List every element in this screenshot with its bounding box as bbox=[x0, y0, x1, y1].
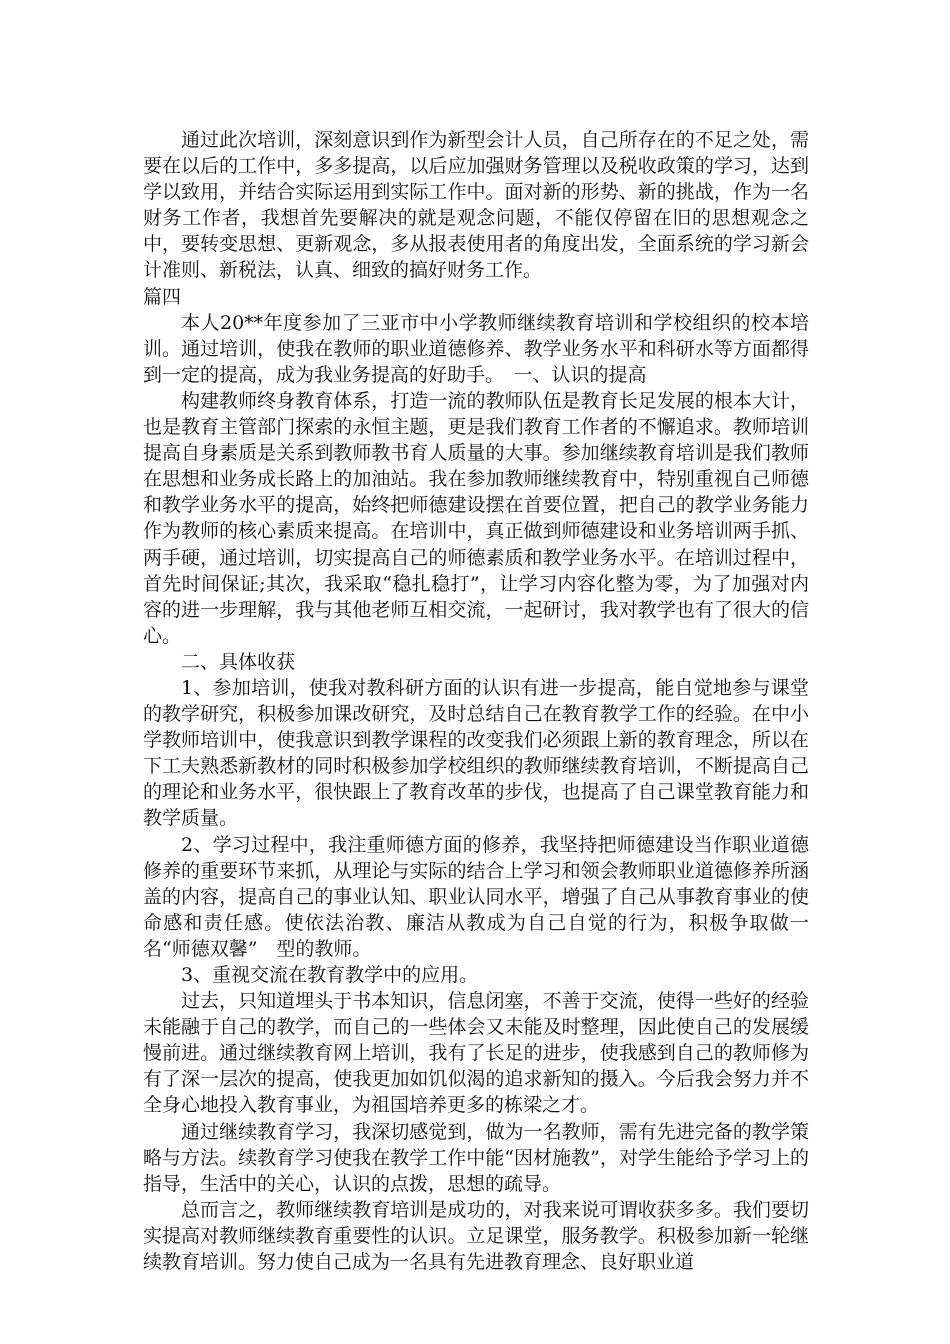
paragraph-6: 总而言之，教师继续教育培训是成功的，对我来说可谓收获多多。我们要切实提高对教师继续教育重要性的认识。立足课堂，服务教学。积极参加新一轮继续教育培训。努力使自己成为一名具有先进教育理念、良好职业道 bbox=[143, 1198, 809, 1274]
paragraph-3: 构建教师终身教育体系，打造一流的教师队伍是教育长足发展的根本大计，也是教育主管部门探索的永恒主题，更是我们教育工作者的不懈追求。教师培训提高自身素质是关系到教师教书育人质量的大事。参加继续教育培训是我们教师在思想和业务成长路上的加油站。我在参加教师继续教育中，特别重视自己师德和教学业务水平的提高，始终把师德建设摆在首要位置，把自己的教学业务能力作为教师的核心素质来提高。在培训中，真正做到师德建设和业务培训两手抓、两手硬，通过培训，切实提高自己的师德素质和教学业务水平。在培训过程中，首先时间保证;其次，我采取“稳扎稳打”，让学习内容化整为零，为了加强对内容的进一步理解，我与其他老师互相交流，一起研讨，我对教学也有了很大的信心。 bbox=[143, 389, 809, 647]
paragraph-5: 通过继续教育学习，我深切感觉到，做为一名教师，需有先进完备的教学策略与方法。续教育学习使我在教学工作中能“因材施教”，对学生能给予学习上的指导，生活中的关心，认识的点拨，思想的疏导。 bbox=[143, 1120, 809, 1195]
section-heading: 篇四 bbox=[143, 285, 182, 308]
paragraph-2: 本人20**年度参加了三亚市中小学教师继续教育培训和学校组织的校本培训。通过培训，使我在教师的职业道德修养、教学业务水平和科研水等方面都得到一定的提高，成为我业务提高的好助手。 一、认识的提高 bbox=[143, 311, 809, 386]
paragraph-1: 通过此次培训，深刻意识到作为新型会计人员，自己所存在的不足之处，需要在以后的工作中，多多提高，以后应加强财务管理以及税收政策的学习，达到学以致用，并结合实际运用到实际工作中。面对新的形势、新的挑战，作为一名财务工作者，我想首先要解决的就是观念问题，不能仅停留在旧的思想观念之中，要转变思想、更新观念，多从报表使用者的角度出发，全面系统的学习新会计准则、新税法，认真、细致的搞好财务工作。 bbox=[143, 129, 809, 282]
paragraph-item-1: 1、参加培训，使我对教科研方面的认识有进一步提高，能自觉地参与课堂的教学研究，积极参加课改研究，及时总结自己在教育教学工作的经验。在中小学教师培训中，使我意识到教学课程的改变我们必须跟上新的教育理念，所以在下工夫熟悉新教材的同时积极参加学校组织的教师继续教育培训，不断提高自己的理论和业务水平，很快跟上了教育改革的步伐，也提高了自己课堂教育能力和教学质量。 bbox=[143, 676, 809, 830]
paragraph-4: 过去，只知道埋头于书本知识，信息闭塞，不善于交流，使得一些好的经验未能融于自己的教学，而自己的一些体会又未能及时整理，因此使自己的发展缓慢前进。通过继续教育网上培训，我有了长足的进步，使我感到自己的教师修为有了深一层次的提高，使我更加如饥似渴的追求新知的摄入。今后我会努力并不全身心地投入教育事业，为祖国培养更多的栋梁之才。 bbox=[143, 990, 809, 1117]
document-page bbox=[143, 127, 809, 1275]
paragraph-item-2: 2、学习过程中，我注重师德方面的修养，我坚持把师德建设当作职业道德修养的重要环节来抓，从理论与实际的结合上学习和领会教师职业道德修养所涵盖的内容，提高自己的事业认知、职业认同水平，增强了自己从事教育事业的使命感和责任感。使依法治教、廉洁从教成为自己自觉的行为，积极争取做一名“师德双馨” 型的教师。 bbox=[143, 833, 809, 960]
subheading-harvest: 二、具体收获 bbox=[181, 650, 296, 673]
paragraph-item-3: 3、重视交流在教育教学中的应用。 bbox=[181, 964, 479, 986]
